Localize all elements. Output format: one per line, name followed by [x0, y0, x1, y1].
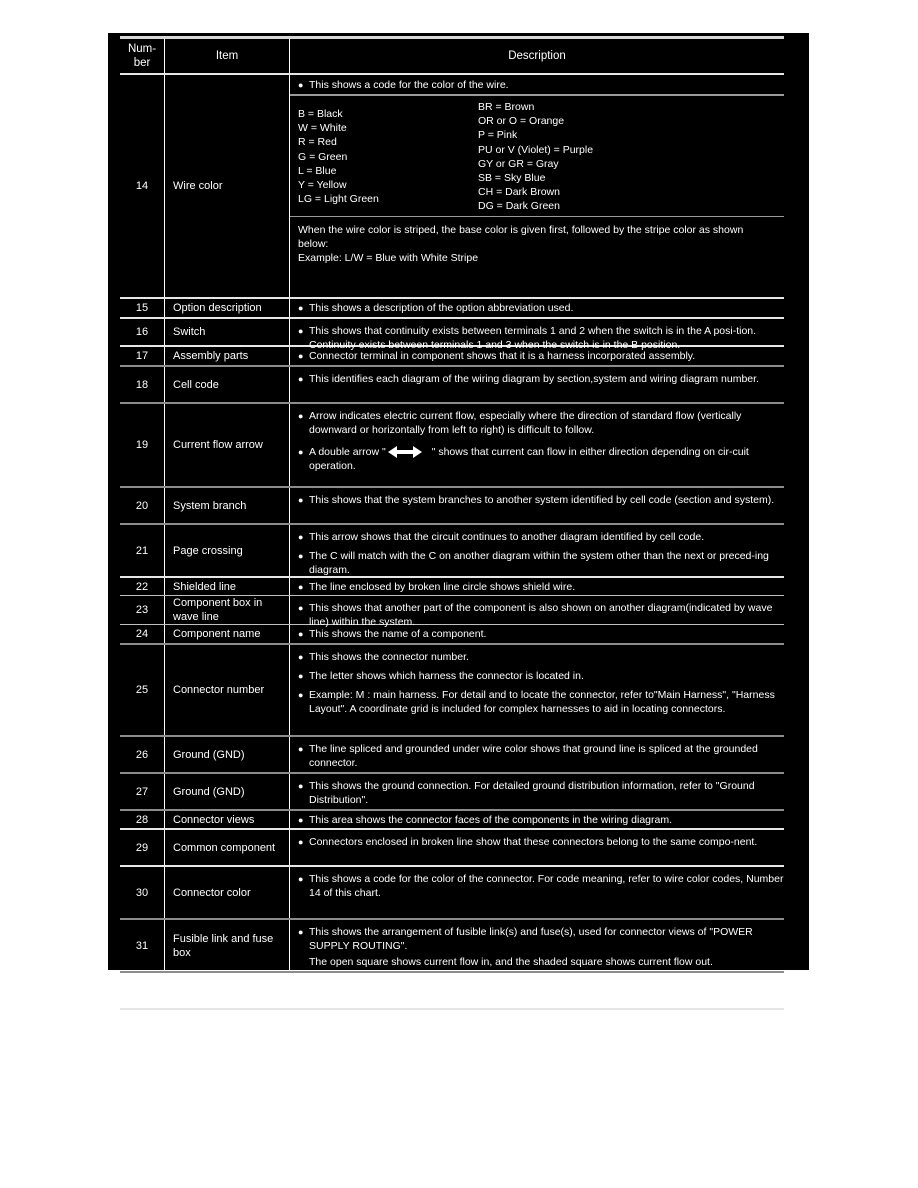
- stripe-example-text: Example: L/W = Blue with White Stripe: [298, 252, 479, 264]
- bullet-text: Arrow indicates electric current flow, especially where the direction of standard flow (vertically downward or horizontally from left to right) is difficult to follow.: [309, 410, 742, 436]
- bullet-text: The letter shows which harness the connector is located in.: [309, 670, 584, 682]
- bullet-item: [298, 925, 784, 953]
- bullet-text: This shows a code for the color of the connector. For code meaning, refer to wire color codes, Number 14 of this chart.: [309, 873, 784, 899]
- row-item: Wire color: [165, 75, 290, 297]
- table-row-30: [120, 867, 784, 920]
- row-item: Connector number: [165, 645, 290, 735]
- bullet-icon: ●: [298, 80, 304, 90]
- row-item: Current flow arrow: [165, 404, 290, 486]
- bullet-icon: ●: [298, 581, 304, 592]
- row-item: Switch: [165, 319, 290, 345]
- row-number: 24: [120, 625, 165, 643]
- header-number-line1: Num-: [127, 43, 157, 55]
- color-codes-left: [298, 100, 478, 213]
- color-code: OR or O = Orange: [478, 115, 565, 128]
- bullet-item: [298, 445, 784, 473]
- table-row-17: [120, 347, 784, 367]
- row-description: [290, 920, 784, 971]
- row-number: 17: [120, 347, 165, 365]
- document-page: [108, 33, 809, 1005]
- bullet-item: [298, 530, 784, 544]
- wire-color-intro: [290, 75, 784, 96]
- extra-note-text: The open square shows current flow in, and the shaded square shows current flow out.: [309, 956, 713, 968]
- row-number: 23: [120, 596, 165, 624]
- table-row-27: [120, 774, 784, 811]
- stripe-note: [290, 217, 784, 268]
- table-row-31: [120, 920, 784, 973]
- bullet-item: [298, 650, 784, 664]
- row-item: Fusible link and fuse box: [165, 920, 290, 971]
- bullet-text: This shows the name of a component.: [309, 628, 487, 640]
- row-description: [290, 973, 784, 1008]
- bullet-icon: ●: [298, 495, 304, 505]
- bullet-item: [298, 872, 784, 900]
- row-item: System branch: [165, 488, 290, 523]
- row-number: 31: [120, 920, 165, 971]
- row-number: 27: [120, 774, 165, 809]
- table-row-24: [120, 625, 784, 645]
- header-item: Item: [165, 39, 290, 73]
- table-row-16: [120, 319, 784, 351]
- bullet-item: [298, 779, 784, 807]
- bullet-item: [298, 493, 784, 507]
- row-item: Page crossing: [165, 525, 290, 576]
- color-code: SB = Sky Blue: [478, 172, 546, 185]
- row-number: 25: [120, 645, 165, 735]
- table-row-21: [120, 525, 784, 578]
- table-header: [120, 39, 784, 75]
- row-description: [290, 75, 784, 297]
- row-number: 21: [120, 525, 165, 576]
- bullet-icon: ●: [298, 837, 304, 847]
- row-description: [290, 737, 784, 772]
- row-item: Shielded line: [165, 578, 290, 595]
- bullet-item: [298, 580, 575, 594]
- row-item: Reference area: [165, 973, 290, 1008]
- color-codes-right: [478, 100, 593, 213]
- row-number: 26: [120, 737, 165, 772]
- bullet-icon: ●: [298, 781, 304, 791]
- bullet-text: Example: M : main harness. For detail and to locate the connector, refer to"Main Harness", "Harness Layout". A coordinate grid is included for complex harnesses to aid in locating connectors.: [309, 689, 775, 715]
- table-row-29: [120, 830, 784, 867]
- bullet-text: The line spliced and grounded under wire color shows that ground line is spliced at the grounded connector.: [309, 743, 758, 769]
- row-description: [290, 525, 784, 576]
- bullet-icon: ●: [298, 814, 304, 825]
- bullet-icon: ●: [298, 351, 304, 361]
- row-description: [290, 404, 784, 486]
- row-description: [290, 867, 784, 918]
- bullet-text: This shows that more information on the Super Multiple Junction (SMJ) and Joint Connectors (J/C) exists. Refer to "Reference Area" for details.: [309, 979, 767, 1005]
- color-code: GY or GR = Gray: [478, 157, 559, 170]
- color-code: G = Green: [298, 150, 348, 163]
- table-row-14: [120, 75, 784, 299]
- row-number: 22: [120, 578, 165, 595]
- row-item: Assembly parts: [165, 347, 290, 365]
- table-body: [120, 299, 784, 1010]
- color-code: W = White: [298, 122, 347, 135]
- bullet-icon: ●: [298, 532, 304, 542]
- bullet-text: This shows the ground connection. For detailed ground distribution information, refer to "Ground Distribution".: [309, 780, 755, 806]
- color-code: BR = Brown: [478, 101, 535, 113]
- row-item: Component box in wave line: [165, 596, 290, 624]
- row-number: 32: [120, 973, 165, 1008]
- row-item: Option description: [165, 299, 290, 317]
- stripe-note-text: When the wire color is striped, the base color is given first, followed by the stripe color as shown below:: [298, 224, 744, 250]
- row-number: 14: [120, 75, 165, 297]
- bullet-item: [298, 372, 784, 386]
- bullet-item: [298, 835, 784, 849]
- bullet-icon: ●: [298, 874, 304, 884]
- table-row-26: [120, 737, 784, 774]
- row-item: Component name: [165, 625, 290, 643]
- bullet-icon: ●: [298, 629, 304, 639]
- bullet-icon: ●: [298, 326, 304, 336]
- header-description: Description: [508, 50, 566, 62]
- row-item: Ground (GND): [165, 774, 290, 809]
- bullet-text: This shows that another part of the component is also shown on another diagram(indicated by wave line) within the system.: [309, 602, 773, 628]
- bullet-item: [298, 349, 695, 363]
- row-description: [290, 488, 784, 523]
- row-description: [290, 319, 784, 351]
- row-description: [290, 299, 784, 317]
- bullet-item: [298, 549, 784, 577]
- color-code: R = Red: [298, 136, 337, 149]
- bullet-icon: ●: [298, 744, 304, 754]
- bullet-icon: ●: [298, 447, 304, 457]
- row-number: 18: [120, 367, 165, 402]
- table-row-15: [120, 299, 784, 319]
- bullet-text: [309, 445, 784, 473]
- row-number: 15: [120, 299, 165, 317]
- bullet-text: Connector terminal in component shows that it is a harness incorporated assembly.: [309, 350, 696, 362]
- bullet-icon: ●: [298, 690, 304, 700]
- wire-color-codes: [290, 96, 784, 217]
- row-description: [290, 578, 784, 595]
- row-number: 20: [120, 488, 165, 523]
- bullet-text: This arrow shows that the circuit continues to another diagram identified by cell code.: [309, 531, 705, 543]
- table-row-25: [120, 645, 784, 737]
- bullet-icon: ●: [298, 411, 304, 421]
- table-row-20: [120, 488, 784, 525]
- bullet-text: The line enclosed by broken line circle shows shield wire.: [309, 580, 576, 593]
- color-code: L = Blue: [298, 164, 337, 177]
- bullet-icon: ●: [298, 927, 304, 937]
- row-description: [290, 645, 784, 735]
- bullet-icon: ●: [298, 303, 304, 313]
- bullet-icon: ●: [298, 374, 304, 384]
- color-code: CH = Dark Brown: [478, 186, 560, 199]
- bullet-text: This identifies each diagram of the wiring diagram by section,system and wiring diagram number.: [309, 373, 759, 385]
- row-description: [290, 596, 784, 628]
- bullet-item: [298, 978, 784, 1006]
- row-item: Connector color: [165, 867, 290, 918]
- table-row-19: [120, 404, 784, 488]
- bullet-text: This shows that the system branches to another system identified by cell code (section and system).: [309, 494, 775, 506]
- header-number-line2: ber: [133, 57, 151, 69]
- row-number: 30: [120, 867, 165, 918]
- double-arrow-icon: [388, 446, 422, 458]
- bullet-text: This shows that continuity exists between terminals 1 and 2 when the switch is in the A posi-tion. Continuity exists between terminals 1 and 3 when the switch is in the B position.: [309, 325, 757, 351]
- bullet-item: [298, 688, 784, 716]
- row-description: [290, 625, 784, 643]
- bullet-text: This area shows the connector faces of the components in the wiring diagram.: [309, 813, 673, 826]
- bullet-text: This shows a code for the color of the wire.: [309, 79, 509, 91]
- row-number: 29: [120, 830, 165, 865]
- row-description: [290, 811, 784, 828]
- bullet-text: The C will match with the C on another diagram within the system other than the next or preced-ing diagram.: [309, 550, 769, 576]
- color-code: P = Pink: [478, 129, 518, 142]
- header-number: [120, 39, 165, 73]
- row-description: [290, 347, 784, 365]
- bullet-icon: ●: [298, 551, 304, 561]
- bullet-text: Connectors enclosed in broken line show that these connectors belong to the same compo-nent.: [309, 836, 758, 848]
- table-row-22: [120, 578, 784, 596]
- bullet-icon: ●: [298, 603, 304, 613]
- bullet-icon: ●: [298, 652, 304, 662]
- arrow-suffix-text: " shows that current can flow in either direction depending on cir-cuit operation.: [309, 446, 749, 472]
- bullet-item: [298, 813, 672, 827]
- table-row-18: [120, 367, 784, 404]
- row-item: Common component: [165, 830, 290, 865]
- bullet-text: This shows the connector number.: [309, 651, 469, 663]
- row-item: Connector views: [165, 811, 290, 828]
- legend-table: [120, 36, 784, 1010]
- bullet-item: [298, 669, 784, 683]
- row-item: Cell code: [165, 367, 290, 402]
- color-code: LG = Light Green: [298, 193, 379, 206]
- color-code: PU or V (Violet) = Purple: [478, 143, 594, 156]
- bullet-item: [298, 742, 784, 770]
- row-description: [290, 774, 784, 809]
- row-item: Ground (GND): [165, 737, 290, 772]
- row-number: 28: [120, 811, 165, 828]
- bullet-text: This shows a description of the option abbreviation used.: [309, 302, 574, 314]
- arrow-prefix-text: A double arrow ": [309, 446, 386, 458]
- bullet-text: This shows the arrangement of fusible link(s) and fuse(s), used for connector views of "POWER SUPPLY ROUTING".: [309, 926, 753, 952]
- row-number: 19: [120, 404, 165, 486]
- bullet-icon: ●: [298, 671, 304, 681]
- table-row-28: [120, 811, 784, 830]
- color-code: Y = Yellow: [298, 179, 347, 192]
- row-number: 16: [120, 319, 165, 345]
- color-code: B = Black: [298, 108, 343, 120]
- row-description: [290, 830, 784, 865]
- table-row-23: [120, 596, 784, 628]
- row-description: [290, 367, 784, 402]
- bullet-item: [298, 627, 486, 641]
- bullet-item: [298, 409, 784, 437]
- color-code: DG = Dark Green: [478, 200, 560, 213]
- bullet-item: [298, 301, 573, 315]
- bullet-icon: ●: [298, 980, 304, 990]
- table-row-32: [120, 973, 784, 1010]
